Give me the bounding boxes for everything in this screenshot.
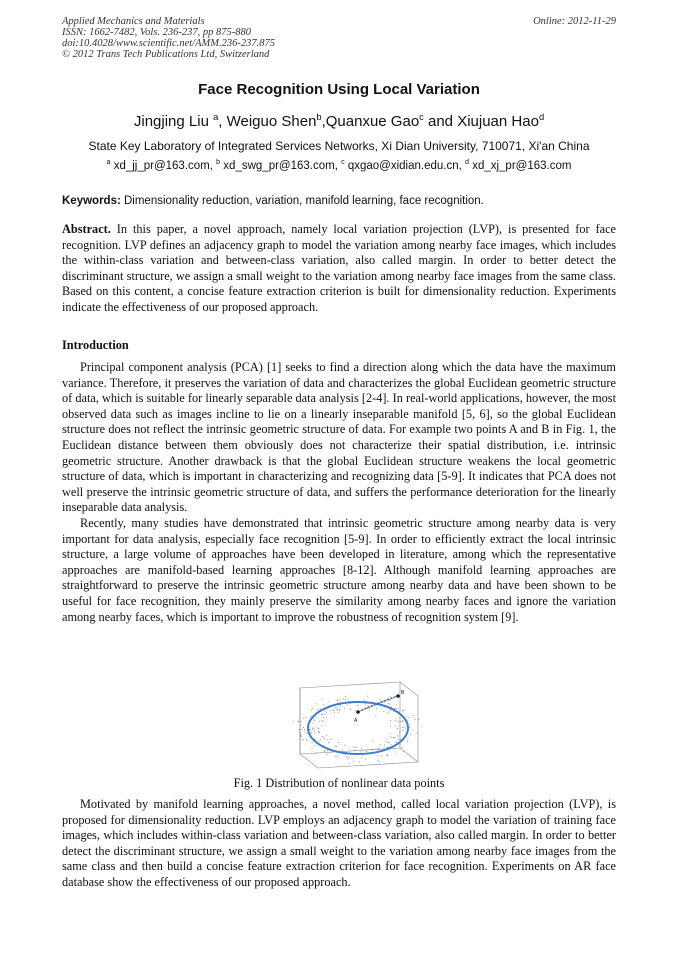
email-list: $^a$ xd_jj_pr@163.com, $^b$ xd_swg_pr@163.com, $^c$ qxgao@xidian.edu.cn, $^d$ xd_xj_pr@163.com [106,158,572,172]
scatter-point [389,742,390,743]
scatter-point [331,713,332,714]
scatter-point [324,750,325,751]
point-b [396,694,400,698]
scatter-point [338,742,339,743]
scatter-point [398,721,399,722]
scatter-point [412,729,413,730]
scatter-point [403,730,404,731]
author-name: Quanxue Gao [325,113,420,130]
scatter-point [298,721,299,722]
paragraph: Recently, many studies have demonstrated that intrinsic geometric structure among nearby data is very important for data analysis, especially face recognition [5-9]. In order to efficiently extract the local intrinsic structure, a large volume of approaches have been developed in literature, among which the representative approaches are manifold-based learning approaches [8-12]. Although manifold learning approaches are straightforward to preserve the intrinsic geometric structure among nearby data and have been shown to be useful for face recognition, they mainly preserve the similarity among nearby faces and ignore the variation among nearby faces, which is important to improve the robustness of recognition system [9]. [62,515,616,624]
section-heading-introduction: Introduction [62,338,129,352]
scatter-point [355,710,356,711]
scatter-point [333,709,334,710]
scatter-point [362,757,363,758]
scatter-point [349,763,350,764]
scatter-point [319,721,320,722]
abstract [62,222,616,316]
scatter-point [326,712,327,713]
scatter-point [313,728,314,729]
scatter-point [299,732,300,733]
scatter-point [387,742,388,743]
scatter-point [326,735,327,736]
scatter-point [339,710,340,711]
scatter-point [394,737,395,738]
author-mark: a [213,112,219,122]
scatter-point [323,704,324,705]
scatter-point [359,762,360,763]
scatter-point [306,717,307,718]
scatter-point [361,748,362,749]
scatter-point [344,708,345,709]
scatter-point [399,732,400,733]
scatter-point [311,710,312,711]
scatter-point [390,710,391,711]
scatter-point [393,737,394,738]
keywords [62,195,616,207]
scatter-point [345,696,346,697]
scatter-point [357,705,358,706]
scatter-point [324,714,325,715]
scatter-point [407,741,408,742]
scatter-point [378,749,379,750]
scatter-point [364,700,365,701]
doi-line: doi:10.4028/www.scientific.net/AMM.236-237.875 [62,38,275,49]
scatter-point [319,741,320,742]
scatter-point [418,719,419,720]
scatter-point [405,728,406,729]
scatter-point [396,742,397,743]
scatter-point [293,721,294,722]
scatter-point [318,728,319,729]
scatter-point [395,726,396,727]
scatter-point [390,720,391,721]
scatter-point [391,737,392,738]
scatter-point [335,746,336,747]
scatter-point [337,700,338,701]
scatter-point [403,751,404,752]
scatter-point [403,722,404,723]
scatter-point [396,741,397,742]
scatter-point [322,699,323,700]
scatter-point [323,737,324,738]
scatter-point [381,756,382,757]
scatter-point [390,736,391,737]
scatter-point [421,726,422,727]
scatter-point [321,714,322,715]
scatter-point [328,742,329,743]
scatter-point [319,732,320,733]
scatter-point [353,747,354,748]
scatter-point [310,733,311,734]
email-address: xd_jj_pr@163.com, [110,160,217,172]
scatter-point [340,706,341,707]
scatter-point [372,749,373,750]
scatter-point [349,757,350,758]
abstract-text: In this paper, a novel approach, namely local variation projection (LVP), is presented for face recognition. LVP defines an adjacency graph to model the variation among nearby face images, which includes the within-class variation and between-class variation, also called margin. In order to better detect the discriminant structure, we assign a small weight to the variation among nearby face images from the same class. Based on this content, a concise feature extraction criterion is built for dimensionality reduction. Experiments indicate the effectiveness of our proposed approach. [62,222,616,314]
scatter-point [320,709,321,710]
scatter-point [386,739,387,740]
scatter-point [329,710,330,711]
scatter-point [317,728,318,729]
author-name: Jingjing Liu [133,113,209,130]
point-b-label: B [401,690,405,696]
scatter-point [408,739,409,740]
scatter-point [344,745,345,746]
scatter-point [380,744,381,745]
online-date: Online: 2012-11-29 [533,16,616,27]
scatter-point [336,755,337,756]
scatter-point [369,709,370,710]
scatter-point [390,744,391,745]
scatter-point [316,703,317,704]
scatter-point [387,754,388,755]
figure-1-scatter [288,676,422,770]
scatter-point [387,755,388,756]
scatter-point [367,696,368,697]
scatter-point [400,721,401,722]
manifold-curve [308,702,408,754]
scatter-point [311,732,312,733]
scatter-point [395,708,396,709]
scatter-point [402,747,403,748]
scatter-point [322,720,323,721]
email-address: xd_swg_pr@163.com, [220,160,342,172]
scatter-point [340,699,341,700]
scatter-point [313,719,314,720]
author-mark: d [538,112,545,122]
scatter-point [327,739,328,740]
scatter-point [326,709,327,710]
scatter-point [327,754,328,755]
scatter-point [360,751,361,752]
scatter-point [377,760,378,761]
scatter-point [377,755,378,756]
keywords-text: Dimensionality reduction, variation, manifold learning, face recognition. [120,195,484,207]
scatter-point [335,756,336,757]
scatter-point [321,725,322,726]
scatter-point [389,704,390,705]
scatter-point [345,754,346,755]
scatter-point [324,751,325,752]
scatter-point [339,709,340,710]
scatter-point [400,739,401,740]
keywords-label: Keywords: [62,195,121,207]
scatter-point [398,736,399,737]
scatter-point [356,747,357,748]
scatter-point [323,717,324,718]
scatter-point [328,701,329,702]
scatter-point [406,716,407,717]
scatter-point [390,733,391,734]
scatter-point [347,759,348,760]
scatter-point [322,736,323,737]
scatter-point [409,724,410,725]
scatter-point [312,723,313,724]
abstract-label: Abstract. [62,222,111,236]
scatter-point [408,717,409,718]
scatter-point [386,755,387,756]
scatter-point [383,711,384,712]
scatter-point [318,709,319,710]
author-list: Jingjing Liu $^a$, Weiguo Shen$^b$,Quanxue Gao$^c$ and Xiujuan Hao$^d$ [133,112,545,130]
scatter-point [384,747,385,748]
scatter-point [305,731,306,732]
scatter-point [337,710,338,711]
scatter-point [345,699,346,700]
scatter-point [324,739,325,740]
scatter-point [410,734,411,735]
scatter-point [388,703,389,704]
scatter-point [402,721,403,722]
scatter-point [315,745,316,746]
scatter-point [314,733,315,734]
scatter-point [371,750,372,751]
scatter-point [378,748,379,749]
scatter-point [331,751,332,752]
scatter-point [342,750,343,751]
email-address: qxgao@xidian.edu.cn, [344,160,466,172]
scatter-point [314,720,315,721]
scatter-point [346,756,347,757]
scatter-point [315,753,316,754]
scatter-point [402,727,403,728]
scatter-point [355,750,356,751]
figure-caption: Fig. 1 Distribution of nonlinear data points [233,776,445,790]
scatter-point [375,716,376,717]
issn-line: ISSN: 1662-7482, Vols. 236-237, pp 875-880 [62,27,251,38]
scatter-point [404,710,405,711]
scatter-point [402,711,403,712]
scatter-point [367,749,368,750]
page-header [62,16,616,60]
paragraph: Principal component analysis (PCA) [1] seeks to find a direction along which the data have the maximum variance. Therefore, it preserves the variation of data and characterizes the global Euclidean geometric structure of data, which is suitable for linearly separable data analysis [2-4]. In real-world applications, however, the most observed data such as images incline to lie on a linearly inseparable manifold [5, 6], so the global Euclidean structure does not reflect the intrinsic geometric structure of data. For example two points A and B in Fig. 1, the Euclidean distance between them obviously does not characterize their spatial distribution, i.e. intrinsic geometric structure. Another drawback is that the global Euclidean structure weakens the local geometric structure of data, which is important in characterizing and recognizing data [5-9]. It indicates that PCA does not well preserve the intrinsic geometric structure of data, and suffers the performance deterioration for the linearly inseparable data analysis. [62,360,616,515]
scatter-point [390,726,391,727]
scatter-point [323,721,324,722]
scatter-point [379,761,380,762]
scatter-point [372,741,373,742]
scatter-point [307,733,308,734]
scatter-point [312,748,313,749]
point-a [356,710,360,714]
scatter-point [312,742,313,743]
scatter-point [330,739,331,740]
author-name: Weiguo Shen [226,113,317,130]
author-mark: b [316,112,322,122]
author-name: Xiujuan Hao [457,113,539,130]
scatter-point [300,734,301,735]
scatter-point [303,740,304,741]
scatter-point [355,747,356,748]
scatter-point [299,739,300,740]
scatter-point [316,717,317,718]
scatter-point [310,716,311,717]
scatter-point [312,708,313,709]
scatter-point [387,712,388,713]
email-address: xd_xj_pr@163.com [469,160,572,172]
scatter-point [338,712,339,713]
scatter-point [395,720,396,721]
scatter-point [397,708,398,709]
scatter-point [299,729,300,730]
scatter-point [353,761,354,762]
scatter-point [363,750,364,751]
scatter-point [337,707,338,708]
scatter-point [384,745,385,746]
scatter-point [301,729,302,730]
scatter-point [349,748,350,749]
scatter-point [320,739,321,740]
scatter-point [303,718,304,719]
scatter-point [325,711,326,712]
scatter-point [404,725,405,726]
scatter-point [336,746,337,747]
scatter-point [326,717,327,718]
scatter-point [348,698,349,699]
scatter-point [417,733,418,734]
scatter-point [365,704,366,705]
paper-title: Face Recognition Using Local Variation [198,81,480,98]
journal-name: Applied Mechanics and Materials [62,16,205,27]
scatter-point [312,729,313,730]
scatter-point [397,728,398,729]
scatter-point [352,758,353,759]
scatter-point [389,712,390,713]
scatter-point [347,705,348,706]
scatter-point [396,718,397,719]
scatter-point [365,759,366,760]
scatter-point [394,708,395,709]
scatter-point [335,707,336,708]
scatter-point [390,700,391,701]
scatter-point [390,696,391,697]
affiliation: State Key Laboratory of Integrated Services Networks, Xi Dian University, 710071, Xi'an China [88,139,590,153]
scatter-point [301,721,302,722]
scatter-point [398,739,399,740]
scatter-point [415,719,416,720]
intro-body-continued [62,797,616,891]
scatter-point [304,729,305,730]
scatter-point [350,709,351,710]
scatter-point [400,731,401,732]
scatter-point [307,740,308,741]
scatter-point [402,710,403,711]
scatter-point [407,720,408,721]
scatter-point [388,747,389,748]
scatter-point [306,739,307,740]
scatter-point [385,741,386,742]
scatter-point [379,699,380,700]
scatter-point [343,698,344,699]
scatter-point [302,739,303,740]
intro-body [62,360,616,625]
scatter-point [303,727,304,728]
scatter-point [387,747,388,748]
scatter-point [338,757,339,758]
scatter-point [396,704,397,705]
scatter-point [300,735,301,736]
scatter-point [327,750,328,751]
scatter-point [395,753,396,754]
point-a-label: A [354,718,358,724]
scatter-point [318,730,319,731]
scatter-point [399,745,400,746]
scatter-point [334,712,335,713]
scatter-point [413,715,414,716]
scatter-point [391,707,392,708]
copyright-line: © 2012 Trans Tech Publications Ltd, Switzerland [62,49,270,60]
scatter-point [389,749,390,750]
scatter-point [376,708,377,709]
scatter-point [314,730,315,731]
author-mark: c [419,112,424,122]
scatter-point [309,729,310,730]
scatter-point [366,751,367,752]
paragraph: Motivated by manifold learning approaches, a novel method, called local variation projection (LVP), is proposed for dimensionality reduction. LVP employs an adjacency graph to model the variation of training face images, which includes within-class variation and between-class variation, also called margin. In order to better detect the discriminant structure, we assign a small weight to the variation among nearby face images from the same class and then build a concise feature extraction criterion for face recognition. Experiments on AR face database show the effectiveness of our proposed approach. [62,797,616,889]
